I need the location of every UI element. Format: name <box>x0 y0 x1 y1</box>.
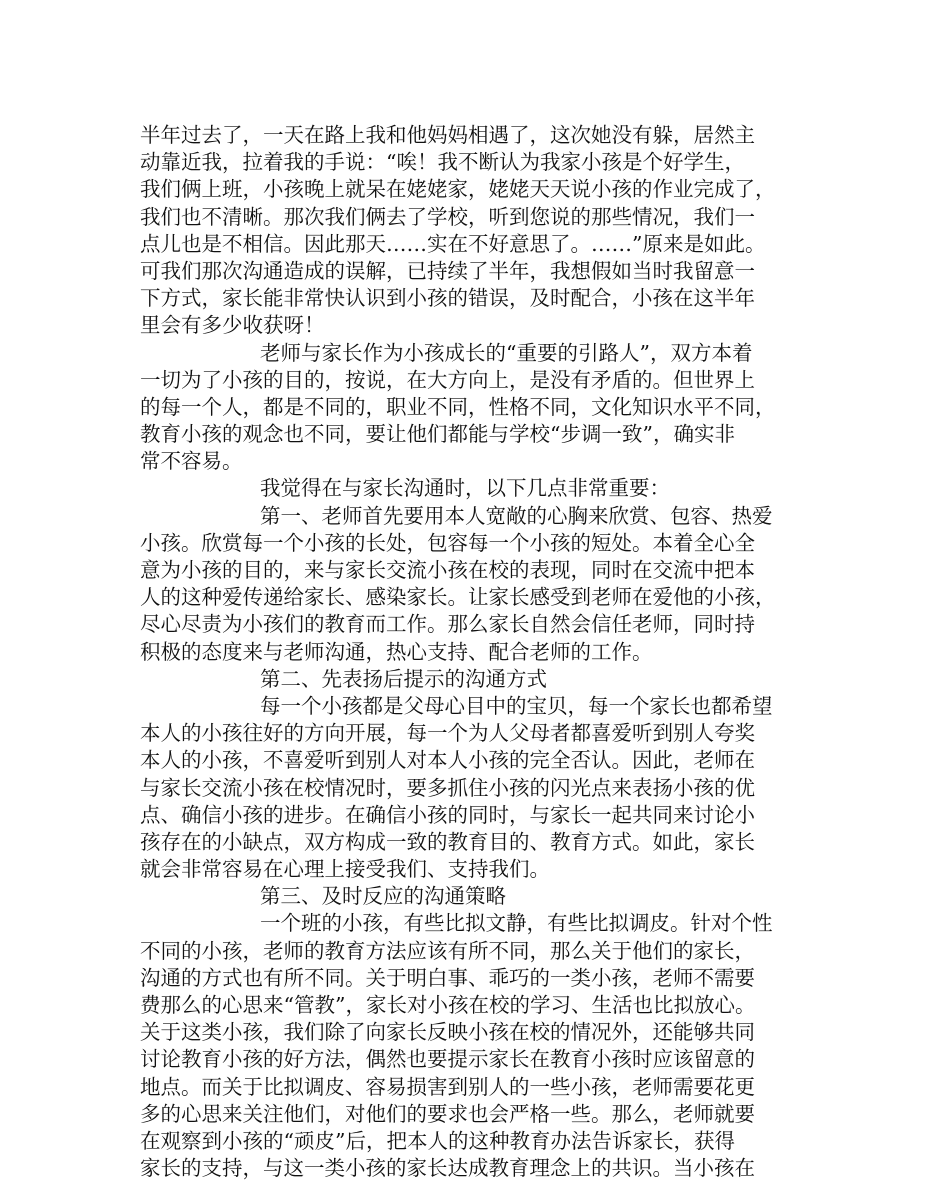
text-line: 可我们那次沟通造成的误解，已持续了半年，我想假如当时我留意一 <box>140 258 755 283</box>
text-line: 讨论教育小孩的好方法，偶然也要提示家长在教育小孩时应该留意的 <box>140 1047 755 1072</box>
text-line: 动靠近我，拉着我的手说：“唉！我不断认为我家小孩是个好学生， <box>140 150 745 175</box>
text-line: 与家长交流小孩在校情况时，要多抓住小孩的闪光点来表扬小孩的优 <box>140 775 755 800</box>
text-line: 里会有多少收获呀！ <box>140 313 325 338</box>
text-line: 老师与家长作为小孩成长的“重要的引路人”，双方本着 <box>260 340 753 365</box>
text-line: 就会非常容易在心理上接受我们、支持我们。 <box>140 857 550 882</box>
text-line: 我觉得在与家长沟通时，以下几点非常重要： <box>260 476 670 501</box>
text-line: 一切为了小孩的目的，按说，在大方向上，是没有矛盾的。但世界上 <box>140 367 755 392</box>
text-line: 本人的小孩，不喜爱听到别人对本人小孩的完全否认。因此，老师在 <box>140 748 755 773</box>
text-line: 点儿也是不相信。因此那天……实在不好意思了。……”原来是如此。 <box>140 231 766 256</box>
text-line: 一个班的小孩，有些比拟文静，有些比拟调皮。针对个性 <box>260 911 773 936</box>
text-line: 在观察到小孩的“顽皮”后，把本人的这种教育办法告诉家长，获得 <box>140 1128 735 1153</box>
text-line: 的每一个人，都是不同的，职业不同，性格不同，文化知识水平不同， <box>140 394 776 419</box>
text-line: 每一个小孩都是父母心目中的宝贝，每一个家长也都希望 <box>260 693 773 718</box>
text-line: 半年过去了，一天在路上我和他妈妈相遇了，这次她没有躲，居然主 <box>140 123 755 147</box>
text-line: 我们俩上班，小孩晚上就呆在姥姥家，姥姥天天说小孩的作业完成了， <box>140 177 776 202</box>
text-line: 本人的小孩往好的方向开展，每一个为人父母者都喜爱听到别人夸奖 <box>140 721 755 746</box>
text-line: 常不容易。 <box>140 449 243 474</box>
text-line: 点、确信小孩的进步。在确信小孩的同时，与家长一起共同来讨论小 <box>140 802 755 827</box>
text-line: 尽心尽责为小孩们的教育而工作。那么家长自然会信任老师，同时持 <box>140 612 755 637</box>
text-line: 第一、老师首先要用本人宽敞的心胸来欣赏、包容、热爱 <box>260 503 773 528</box>
text-line: 意为小孩的目的，来与家长交流小孩在校的表现，同时在交流中把本 <box>140 558 755 582</box>
text-line: 第二、先表扬后提示的沟通方式 <box>260 666 547 691</box>
text-line: 我们也不清晰。那次我们俩去了学校，听到您说的那些情况，我们一 <box>140 204 755 229</box>
text-line: 教育小孩的观念也不同，要让他们都能与学校“步调一致”，确实非 <box>140 422 735 447</box>
text-line: 地点。而关于比拟调皮、容易损害到别人的一些小孩，老师需要花更 <box>140 1074 755 1099</box>
text-line: 孩存在的小缺点，双方构成一致的教育目的、教育方式。如此，家长 <box>140 829 755 854</box>
text-line: 人的这种爱传递给家长、感染家长。让家长感受到老师在爱他的小孩， <box>140 585 776 610</box>
text-line: 积极的态度来与老师沟通，热心支持、配合老师的工作。 <box>140 639 653 664</box>
text-line: 第三、及时反应的沟通策略 <box>260 884 506 909</box>
text-line: 下方式，家长能非常快认识到小孩的错误，及时配合，小孩在这半年 <box>140 286 755 311</box>
text-line: 沟通的方式也有所不同。关于明白事、乖巧的一类小孩，老师不需要 <box>140 965 755 990</box>
body-text <box>140 122 830 1182</box>
text-line: 家长的支持，与这一类小孩的家长达成教育理念上的共识。当小孩在 <box>140 1156 755 1181</box>
text-line: 费那么的心思来“管教”，家长对小孩在校的学习、生活也比拟放心。 <box>140 993 756 1017</box>
text-line: 多的心思来关注他们，对他们的要求也会严格一些。那么，老师就要 <box>140 1101 755 1126</box>
text-line: 小孩。欣赏每一个小孩的长处，包容每一个小孩的短处。本着全心全 <box>140 530 755 555</box>
text-line: 不同的小孩，老师的教育方法应该有所不同，那么关于他们的家长， <box>140 938 755 963</box>
text-line: 关于这类小孩，我们除了向家长反映小孩在校的情况外，还能够共同 <box>140 1020 755 1045</box>
